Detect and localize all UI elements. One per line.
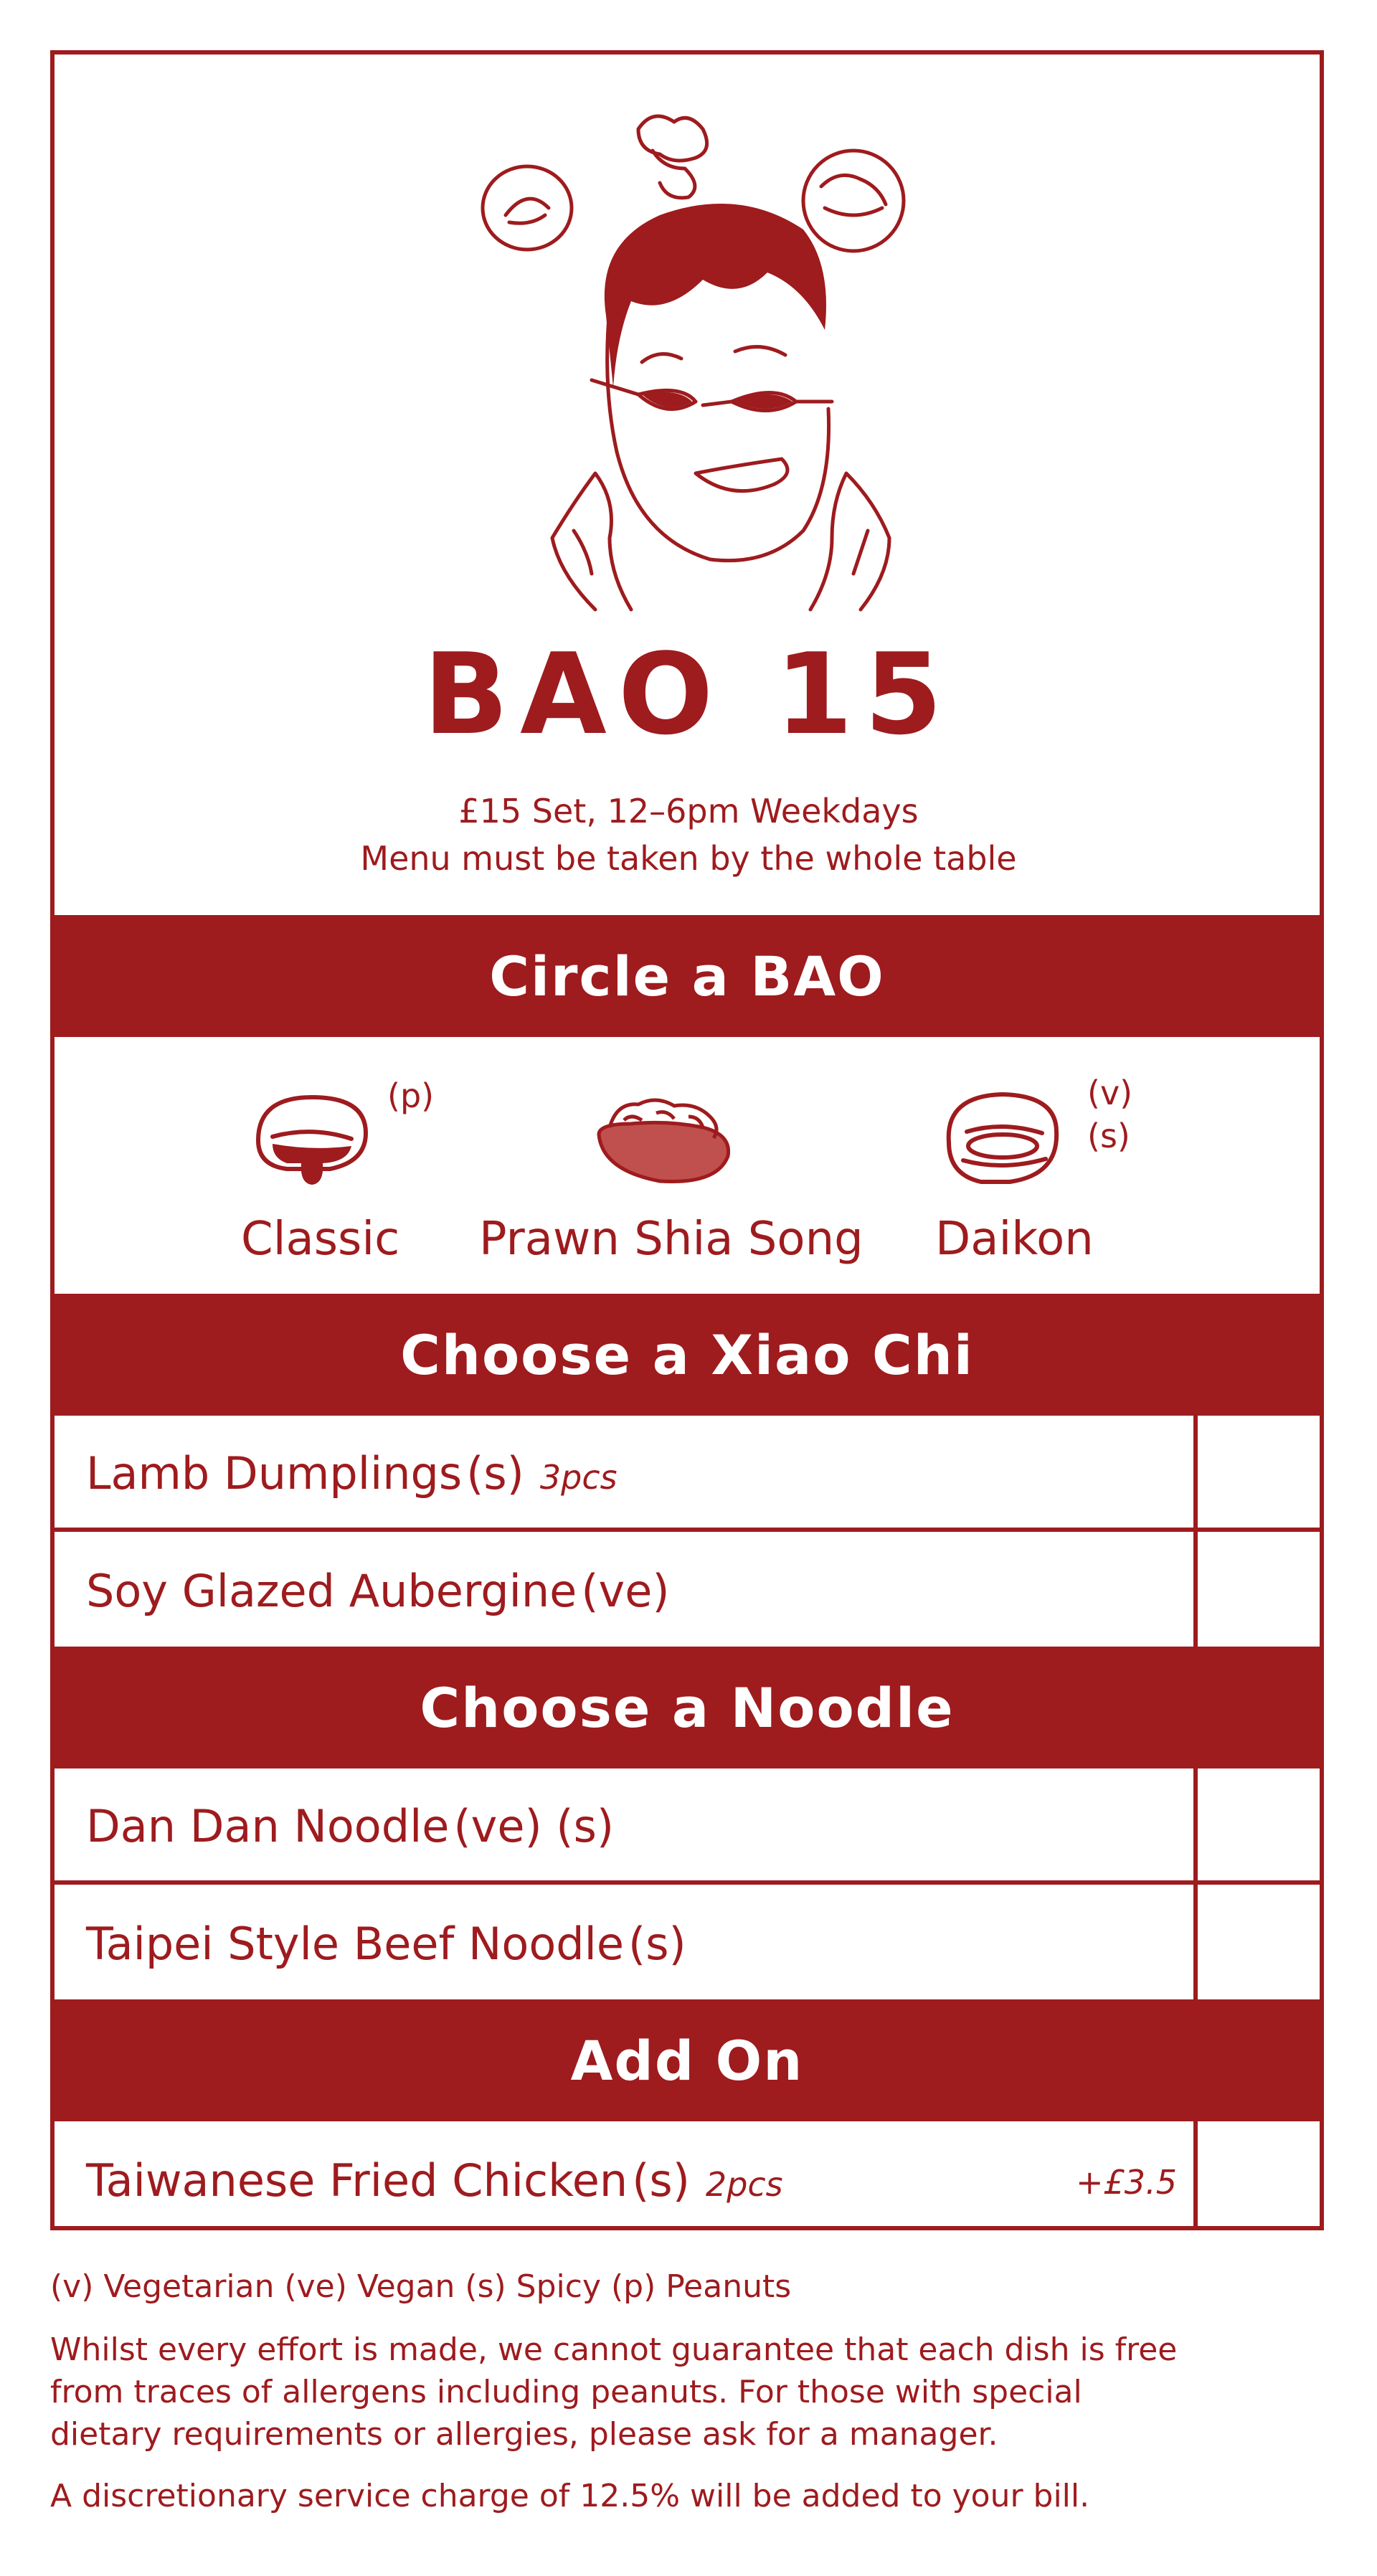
menu-title: BAO 15 [423, 629, 954, 759]
set-price-hours: £15 Set, 12–6pm Weekdays [458, 792, 919, 830]
allergen-notice-line-2: from traces of allergens including peanuts. For those with special [50, 2374, 1082, 2410]
daikon-tag-vegetarian: (v) [1087, 1074, 1133, 1112]
item-quantity: 3pcs [539, 1458, 617, 1497]
item-name: Dan Dan Noodle [86, 1800, 450, 1852]
section-heading-bao: Circle a BAO [55, 915, 1320, 1037]
item-name: Soy Glazed Aubergine [86, 1565, 577, 1617]
classic-tag-peanuts: (p) [387, 1076, 435, 1115]
prawn-bao-icon[interactable] [588, 1084, 739, 1192]
noodle-item-taipei-beef[interactable] [86, 1918, 686, 1970]
item-tags: (s) [632, 2154, 690, 2207]
item-name: Taipei Style Beef Noodle [86, 1918, 625, 1970]
item-tags: (s) [466, 1447, 524, 1500]
daikon-tag-spicy: (s) [1087, 1117, 1130, 1155]
item-name: Taiwanese Fried Chicken [86, 2154, 628, 2207]
add-on-item-fried-chicken[interactable] [86, 2154, 783, 2207]
bao-option-daikon[interactable]: Daikon [935, 1213, 1094, 1266]
xiao-chi-item-lamb-dumplings[interactable] [86, 1447, 617, 1500]
noodle-item-dan-dan[interactable] [86, 1800, 615, 1852]
add-on-price: +£3.5 [1076, 2163, 1177, 2202]
service-charge-note: A discretionary service charge of 12.5% will be added to your bill. [50, 2478, 1090, 2514]
item-tags: (ve) [581, 1565, 670, 1617]
item-name: Lamb Dumplings [86, 1447, 463, 1500]
section-heading-xiao-chi: Choose a Xiao Chi [55, 1294, 1320, 1416]
item-tags: (ve) (s) [453, 1800, 615, 1852]
chef-face-illustration [430, 100, 947, 645]
item-quantity: 2pcs [705, 2165, 783, 2204]
row-divider [55, 1880, 1320, 1885]
dietary-legend: (v) Vegetarian (ve) Vegan (s) Spicy (p) Peanuts [50, 2268, 792, 2305]
daikon-bao-icon[interactable] [938, 1081, 1067, 1196]
item-tags: (s) [628, 1918, 686, 1970]
allergen-notice-line-3: dietary requirements or allergies, please ask for a manager. [50, 2416, 998, 2453]
row-divider [55, 1528, 1320, 1532]
section-heading-add-on: Add On [55, 1999, 1320, 2121]
classic-bao-icon[interactable] [244, 1083, 380, 1198]
whole-table-note: Menu must be taken by the whole table [360, 839, 1017, 878]
bao-option-classic[interactable]: Classic [241, 1213, 400, 1266]
section-heading-noodle: Choose a Noodle [55, 1647, 1320, 1768]
bao-option-prawn-shia-song[interactable]: Prawn Shia Song [479, 1213, 863, 1266]
tickbox-divider [1193, 2118, 1198, 2230]
xiao-chi-item-soy-glazed-aubergine[interactable] [86, 1565, 670, 1617]
allergen-notice-line-1: Whilst every effort is made, we cannot guarantee that each dish is free [50, 2331, 1178, 2368]
